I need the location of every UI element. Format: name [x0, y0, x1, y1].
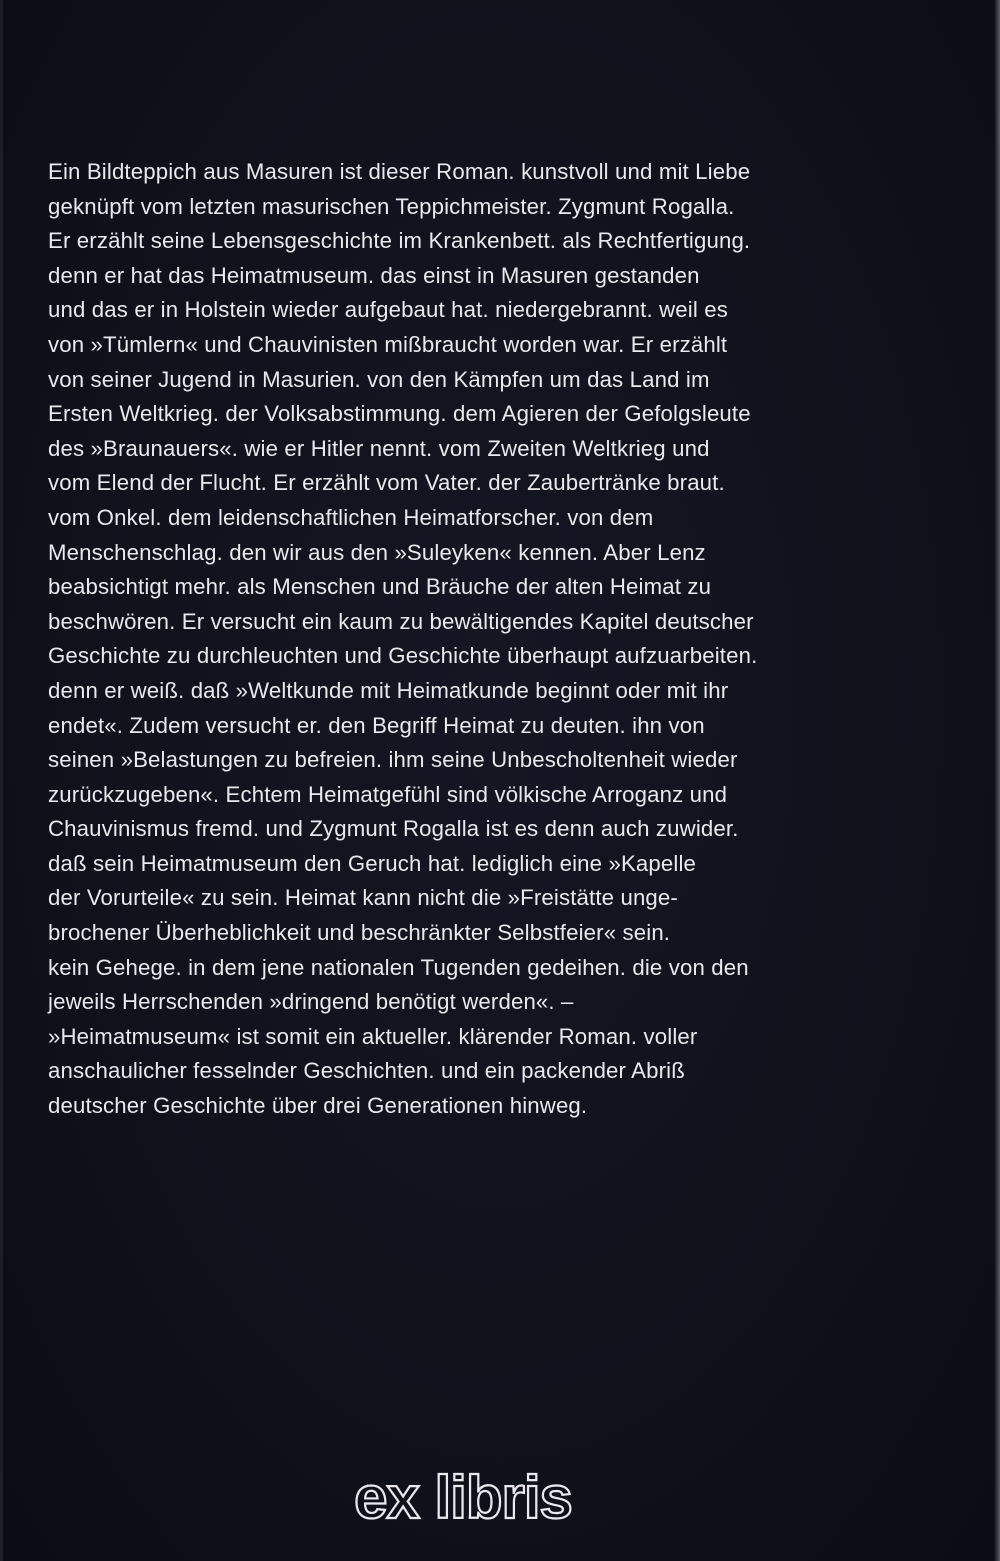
blurb-line: daß sein Heimatmuseum den Geruch hat. lediglich eine »Kapelle	[48, 850, 697, 876]
blurb-line: beschwören. Er versucht ein kaum zu bewältigendes Kapitel deutscher	[48, 608, 754, 634]
blurb-line: vom Elend der Flucht. Er erzählt vom Vater. der Zaubertränke braut.	[48, 470, 725, 496]
blurb-line: Menschenschlag. den wir aus den »Suleyken« kennen. Aber Lenz	[48, 539, 706, 565]
ex-libris-logo	[343, 1462, 583, 1532]
cover-right-edge	[994, 0, 1000, 1561]
blurb-line: Ersten Weltkrieg. der Volksabstimmung. dem Agieren der Gefolgsleute	[48, 401, 751, 427]
blurb-line: seinen »Belastungen zu befreien. ihm seine Unbescholtenheit wieder	[48, 747, 738, 773]
blurb-line: »Heimatmuseum« ist somit ein aktueller. klärender Roman. voller	[48, 1023, 698, 1049]
blurb-line: Geschichte zu durchleuchten und Geschichte überhaupt aufzuarbeiten.	[48, 643, 758, 669]
blurb-line: anschaulicher fesselnder Geschichten. und ein packender Abriß	[48, 1058, 685, 1084]
blurb-line: Chauvinismus fremd. und Zygmunt Rogalla ist es denn auch zuwider.	[48, 816, 739, 842]
blurb-line: denn er weiß. daß »Weltkunde mit Heimatkunde beginnt oder mit ihr	[48, 677, 729, 703]
blurb-line: der Vorurteile« zu sein. Heimat kann nicht die »Freistätte unge-	[48, 885, 678, 911]
blurb-line: und das er in Holstein wieder aufgebaut hat. niedergebrannt. weil es	[48, 297, 728, 323]
blurb-line: kein Gehege. in dem jene nationalen Tugenden gedeihen. die von den	[48, 954, 749, 980]
blurb-line: vom Onkel. dem leidenschaftlichen Heimatforscher. von dem	[48, 504, 654, 530]
blurb-line: von »Tümlern« und Chauvinisten mißbraucht worden war. Er erzählt	[48, 331, 728, 357]
blurb-line: des »Braunauers«. wie er Hitler nennt. vom Zweiten Weltkrieg und	[48, 435, 710, 461]
ex-libris-logo-text: ex libris	[354, 1464, 572, 1531]
blurb-line: Er erzählt seine Lebensgeschichte im Krankenbett. als Rechtfertigung.	[48, 228, 751, 254]
cover-left-edge	[0, 0, 3, 1561]
blurb-line: von seiner Jugend in Masurien. von den Kämpfen um das Land im	[48, 366, 710, 392]
blurb-line: deutscher Geschichte über drei Generationen hinweg.	[48, 1093, 588, 1119]
blurb-line: endet«. Zudem versucht er. den Begriff Heimat zu deuten. ihn von	[48, 712, 705, 738]
blurb-line: geknüpft vom letzten masurischen Teppichmeister. Zygmunt Rogalla.	[48, 193, 735, 219]
blurb-line: Ein Bildteppich aus Masuren ist dieser Roman. kunstvoll und mit Liebe	[48, 159, 751, 184]
blurb-line: jeweils Herrschenden »dringend benötigt werden«. –	[48, 989, 574, 1015]
blurb-line: beabsichtigt mehr. als Menschen und Bräuche der alten Heimat zu	[48, 574, 712, 600]
blurb-line: denn er hat das Heimatmuseum. das einst in Masuren gestanden	[48, 262, 700, 288]
blurb-text	[48, 155, 948, 1124]
blurb-line: zurückzugeben«. Echtem Heimatgefühl sind völkische Arroganz und	[48, 781, 728, 807]
blurb-line: brochener Überheblichkeit und beschränkter Selbstfeier« sein.	[48, 920, 671, 946]
